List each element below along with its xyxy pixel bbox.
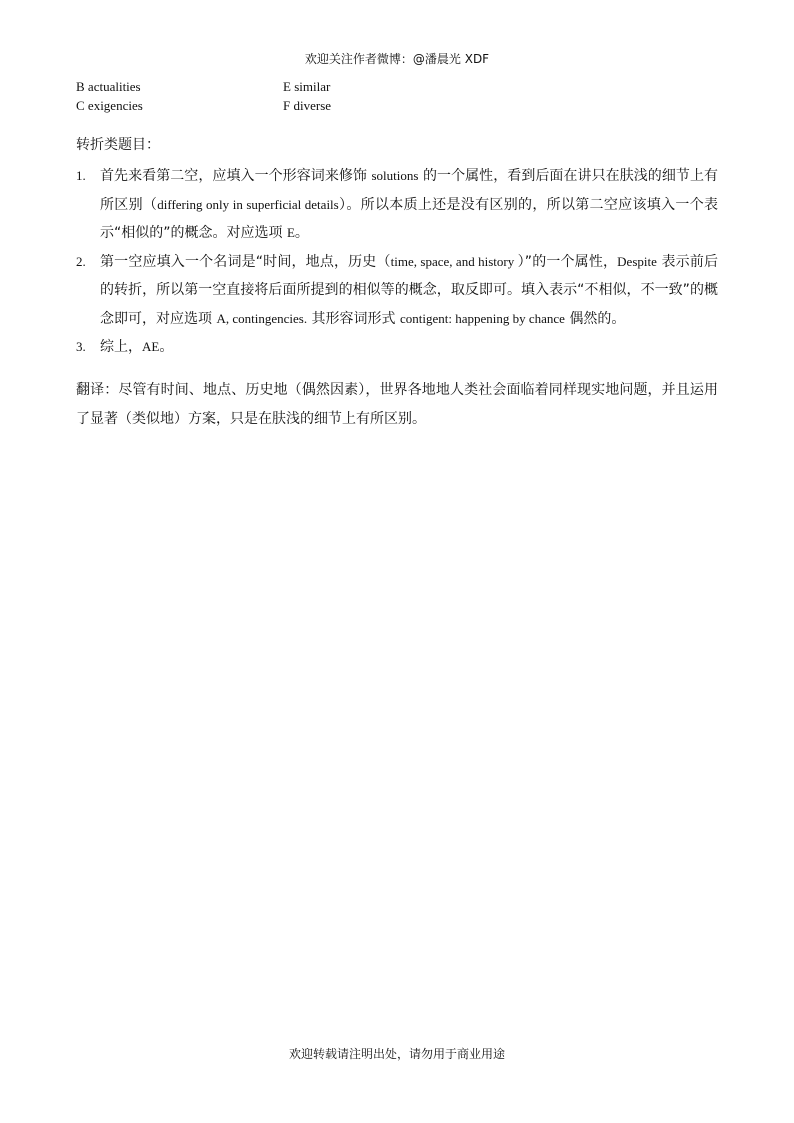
item-number: 3. xyxy=(76,339,86,354)
options-row xyxy=(76,96,716,115)
option-c: C exigencies xyxy=(76,98,143,113)
item-number: 2. xyxy=(76,253,86,269)
item-english: Despite xyxy=(617,253,657,269)
item-text: ）”的一个属性， xyxy=(517,253,618,270)
option-f: F diverse xyxy=(283,98,332,113)
item-text: 的一个属性，看到后面在讲只在肤浅的细节上有所区别（ xyxy=(100,168,719,213)
item-text: ）。所以本质上还是没有区别的，所以第二空应该填入一个表示“相似的”的概念。对应选项 xyxy=(100,196,719,241)
item-english: A, contingencies. xyxy=(216,310,308,326)
item-text: 首先来看第二空，应填入一个形容词来修饰 xyxy=(100,168,372,184)
page-header: 欢迎关注作者微博：@潘晨光 XDF xyxy=(304,52,490,66)
list-item xyxy=(76,162,718,248)
item-text: 。 xyxy=(159,339,174,355)
page-footer: 欢迎转载请注明出处，请勿用于商业用途 xyxy=(288,1047,505,1061)
item-english: solutions xyxy=(371,168,419,183)
item-english: differing only in superficial details xyxy=(157,196,339,212)
answer-options xyxy=(76,77,716,115)
item-english: AE xyxy=(142,339,160,354)
translation-paragraph: 翻译：尽管有时间、地点、历史地（偶然因素），世界各地地人类社会面临着同样现实地问题，并且运用了显著（类似地）方案，只是在肤浅的细节上有所区别。 xyxy=(76,381,718,427)
item-text: 表示前后的转折，所以第一空直接将后面所提到的相似等的概念，取反即可。填入表示“不相似，不一致”的概念即可，对应选项 xyxy=(100,253,718,327)
section-title: 转折类题目： xyxy=(76,137,160,153)
list-item xyxy=(76,333,718,362)
item-english: E xyxy=(286,225,295,240)
analysis-list xyxy=(76,162,718,362)
item-text: 综上， xyxy=(100,339,142,355)
item-text: 其形容词形式 xyxy=(307,310,400,327)
item-english: contigent: happening by chance xyxy=(399,310,565,326)
item-text: 。 xyxy=(294,225,309,241)
main-content xyxy=(76,134,718,434)
item-number: 1. xyxy=(76,168,86,183)
list-item xyxy=(76,248,718,334)
option-b: B actualities xyxy=(76,79,141,94)
item-text: 第一空应填入一个名词是“时间，地点，历史（ xyxy=(100,253,391,270)
option-e: E similar xyxy=(283,79,331,94)
item-english: time, space, and history xyxy=(390,253,518,269)
item-text: 偶然的。 xyxy=(564,310,626,327)
options-row xyxy=(76,77,716,96)
